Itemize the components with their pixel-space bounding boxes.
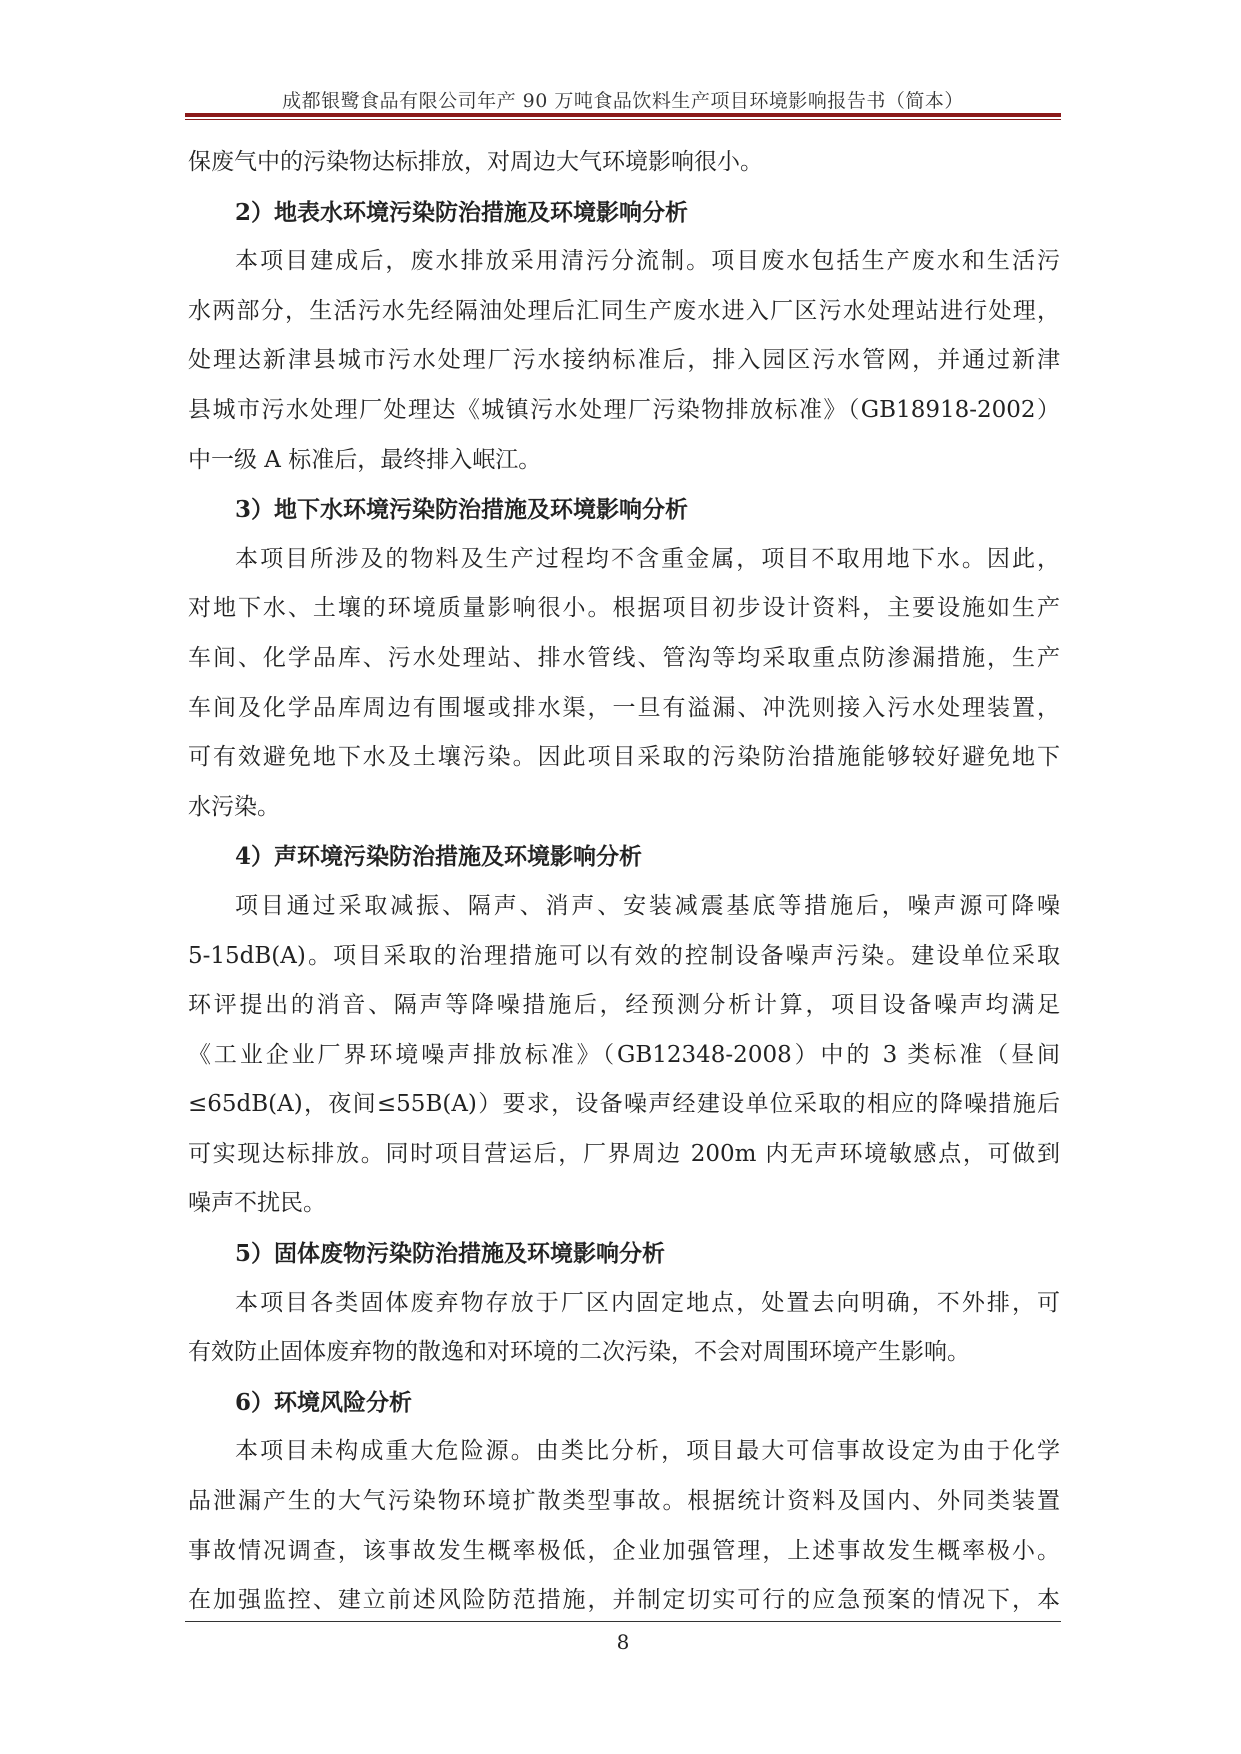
footer-rule <box>185 1621 1061 1622</box>
paragraph-line: 可实现达标排放。同时项目营运后，厂界周边 200m 内无声环境敏感点，可做到 <box>188 1140 1060 1167</box>
paragraph-line: 本项目各类固体废弃物存放于厂区内固定地点，处置去向明确，不外排，可 <box>235 1289 1060 1316</box>
paragraph-line: 处理达新津县城市污水处理厂污水接纳标准后，排入园区污水管网，并通过新津 <box>188 347 1060 374</box>
paragraph-line: 品泄漏产生的大气污染物环境扩散类型事故。根据统计资料及国内、外同类装置 <box>188 1488 1060 1515</box>
document-body <box>188 138 1060 1626</box>
paragraph-line: 5-15dB(A)。项目采取的治理措施可以有效的控制设备噪声污染。建设单位采取 <box>188 942 1060 969</box>
header-rule-thin <box>185 119 1061 120</box>
paragraph-line: 车间及化学品库周边有围堰或排水渠，一旦有溢漏、冲洗则接入污水处理装置， <box>188 694 1060 721</box>
paragraph-line: 车间、化学品库、污水处理站、排水管线、管沟等均采取重点防渗漏措施，生产 <box>188 644 1060 671</box>
paragraph-line: 水污染。 <box>188 793 280 820</box>
running-header: 成都银鹭食品有限公司年产 90 万吨食品饮料生产项目环境影响报告书（简本） <box>282 90 964 112</box>
paragraph-line: 水两部分，生活污水先经隔油处理后汇同生产废水进入厂区污水处理站进行处理， <box>188 297 1060 324</box>
paragraph-line: 噪声不扰民。 <box>188 1190 326 1217</box>
section-heading: 6）环境风险分析 <box>235 1388 413 1416</box>
paragraph-line: 在加强监控、建立前述风险防范措施，并制定切实可行的应急预案的情况下，本 <box>188 1587 1060 1614</box>
paragraph-line: 环评提出的消音、隔声等降噪措施后，经预测分析计算，项目设备噪声均满足 <box>188 992 1060 1019</box>
page-number: 8 <box>616 1630 630 1654</box>
paragraph-line: 中一级 A 标准后，最终排入岷江。 <box>188 446 542 473</box>
section-heading: 3）地下水环境污染防治措施及环境影响分析 <box>235 496 689 524</box>
section-heading: 2）地表水环境污染防治措施及环境影响分析 <box>235 198 689 226</box>
paragraph-line: 县城市污水处理厂处理达《城镇污水处理厂污染物排放标准》（GB18918-2002） <box>188 396 1060 423</box>
paragraph-line: ≤65dB(A)，夜间≤55B(A)）要求，设备噪声经建设单位采取的相应的降噪措施后 <box>188 1091 1060 1118</box>
section-heading: 5）固体废物污染防治措施及环境影响分析 <box>235 1240 666 1268</box>
paragraph-line: 可有效避免地下水及土壤污染。因此项目采取的污染防治措施能够较好避免地下 <box>188 744 1060 771</box>
paragraph-line: 有效防止固体废弃物的散逸和对环境的二次污染，不会对周围环境产生影响。 <box>188 1339 970 1366</box>
paragraph-line: 《工业企业厂界环境噪声排放标准》（GB12348-2008）中的 3 类标准（昼间 <box>188 1041 1060 1068</box>
paragraph-line: 本项目所涉及的物料及生产过程均不含重金属，项目不取用地下水。因此， <box>235 545 1060 572</box>
paragraph-line: 保废气中的污染物达标排放，对周边大气环境影响很小。 <box>188 149 763 175</box>
header-rule-thick <box>185 113 1061 117</box>
paragraph-line: 项目通过采取减振、隔声、消声、安装减震基底等措施后，噪声源可降噪 <box>235 892 1060 919</box>
section-heading: 4）声环境污染防治措施及环境影响分析 <box>235 843 643 871</box>
paragraph-line: 本项目建成后，废水排放采用清污分流制。项目废水包括生产废水和生活污 <box>235 248 1060 275</box>
paragraph-line: 本项目未构成重大危险源。由类比分析，项目最大可信事故设定为由于化学 <box>235 1438 1060 1465</box>
paragraph-line: 对地下水、土壤的环境质量影响很小。根据项目初步设计资料，主要设施如生产 <box>188 595 1060 622</box>
paragraph-line: 事故情况调查，该事故发生概率极低，企业加强管理，上述事故发生概率极小。 <box>188 1537 1060 1564</box>
